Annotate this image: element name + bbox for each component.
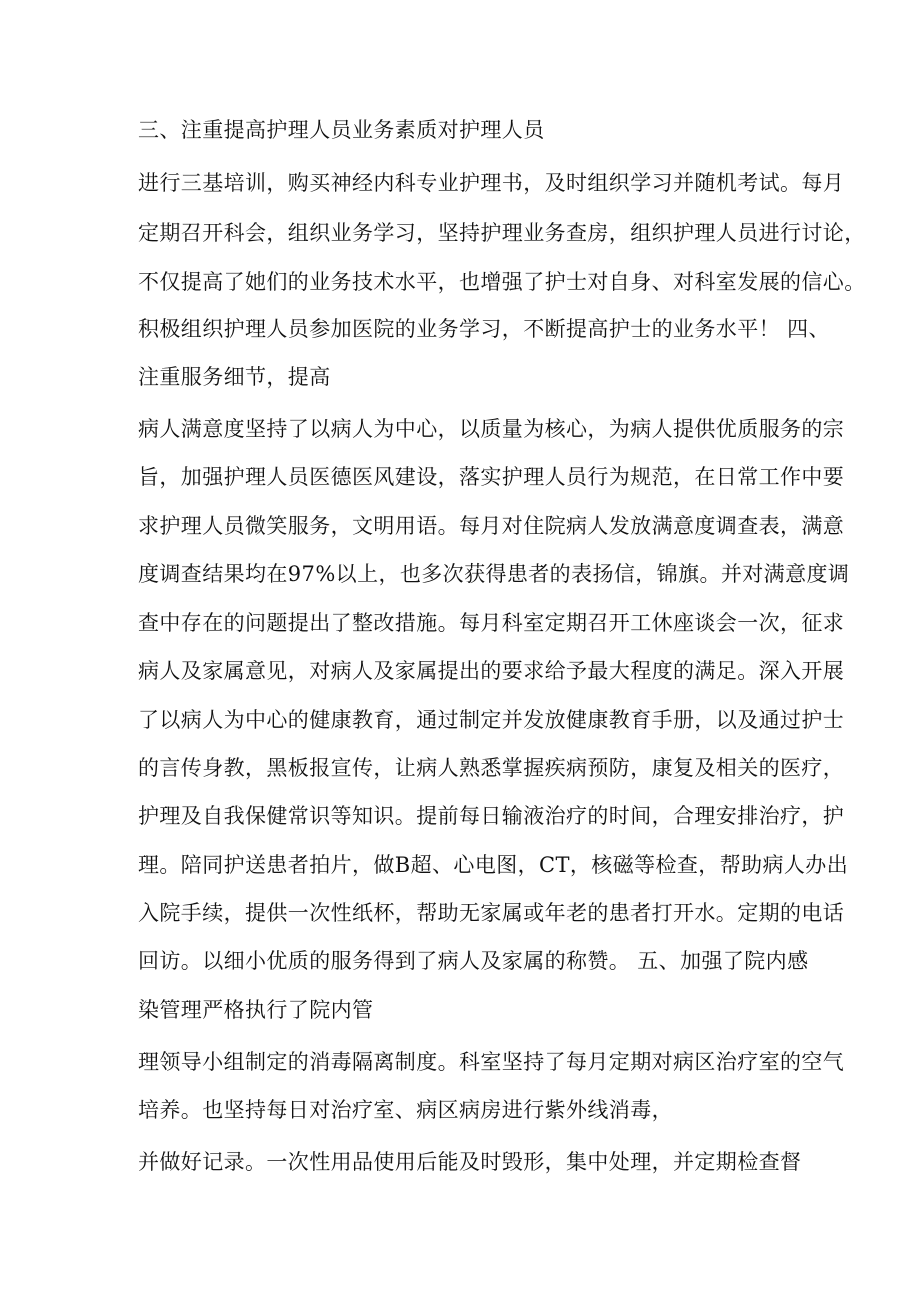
text-line-2: 进行三基培训，购买神经内科专业护理书，及时组织学习并随机考试。每月: [138, 171, 845, 195]
text-line-17: 入院手续，提供一次性纸杯，帮助无家属或年老的患者打开水。定期的电话: [138, 901, 845, 925]
text-line-13: 了以病人为中心的健康教育，通过制定并发放健康教育手册，以及通过护士: [138, 708, 845, 732]
text-line-16: 理。陪同护送患者拍片，做B超、心电图，CT，核磁等检查，帮助病人办出: [138, 853, 849, 877]
text-line-11: 查中存在的问题提出了整改措施。每月科室定期召开工休座谈会一次，征求: [138, 611, 845, 635]
text-line-5: 积极组织护理人员参加医院的业务学习，不断提高护士的业务水平！ 四、: [138, 317, 830, 341]
text-line-9: 求护理人员微笑服务，文明用语。每月对住院病人发放满意度调查表，满意: [138, 514, 845, 538]
text-line-21: 培养。也坚持每日对治疗室、病区病房进行紫外线消毒，: [138, 1098, 673, 1122]
text-line-15: 护理及自我保健常识等知识。提前每日输液治疗的时间，合理安排治疗，护: [138, 804, 845, 828]
text-line-20: 理领导小组制定的消毒隔离制度。科室坚持了每月定期对病区治疗室的空气: [138, 1050, 845, 1074]
text-line-10: 度调查结果均在97%以上，也多次获得患者的表扬信，锦旗。并对满意度调: [138, 562, 850, 586]
text-line-8: 旨，加强护理人员医德医风建设，落实护理人员行为规范，在日常工作中要: [138, 465, 845, 489]
text-line-18: 回访。以细小优质的服务得到了病人及家属的称赞。 五、加强了院内感: [138, 949, 809, 973]
text-line-3: 定期召开科会，组织业务学习，坚持护理业务查房，组织护理人员进行讨论，: [138, 221, 866, 245]
text-line-4: 不仅提高了她们的业务技术水平，也增强了护士对自身、对科室发展的信心。: [138, 270, 866, 294]
text-line-12: 病人及家属意见，对病人及家属提出的要求给予最大程度的满足。深入开展: [138, 659, 845, 683]
text-line-14: 的言传身教，黑板报宣传，让病人熟悉掌握疾病预防，康复及相关的医疗，: [138, 756, 845, 780]
text-line-7: 病人满意度坚持了以病人为中心，以质量为核心，为病人提供优质服务的宗: [138, 417, 845, 441]
text-line-19: 染管理严格执行了院内管: [138, 998, 374, 1022]
text-line-6: 注重服务细节，提高: [138, 365, 331, 389]
text-line-1: 三、注重提高护理人员业务素质对护理人员: [138, 118, 545, 142]
text-line-22: 并做好记录。一次性用品使用后能及时毁形，集中处理，并定期检查督: [138, 1150, 802, 1174]
